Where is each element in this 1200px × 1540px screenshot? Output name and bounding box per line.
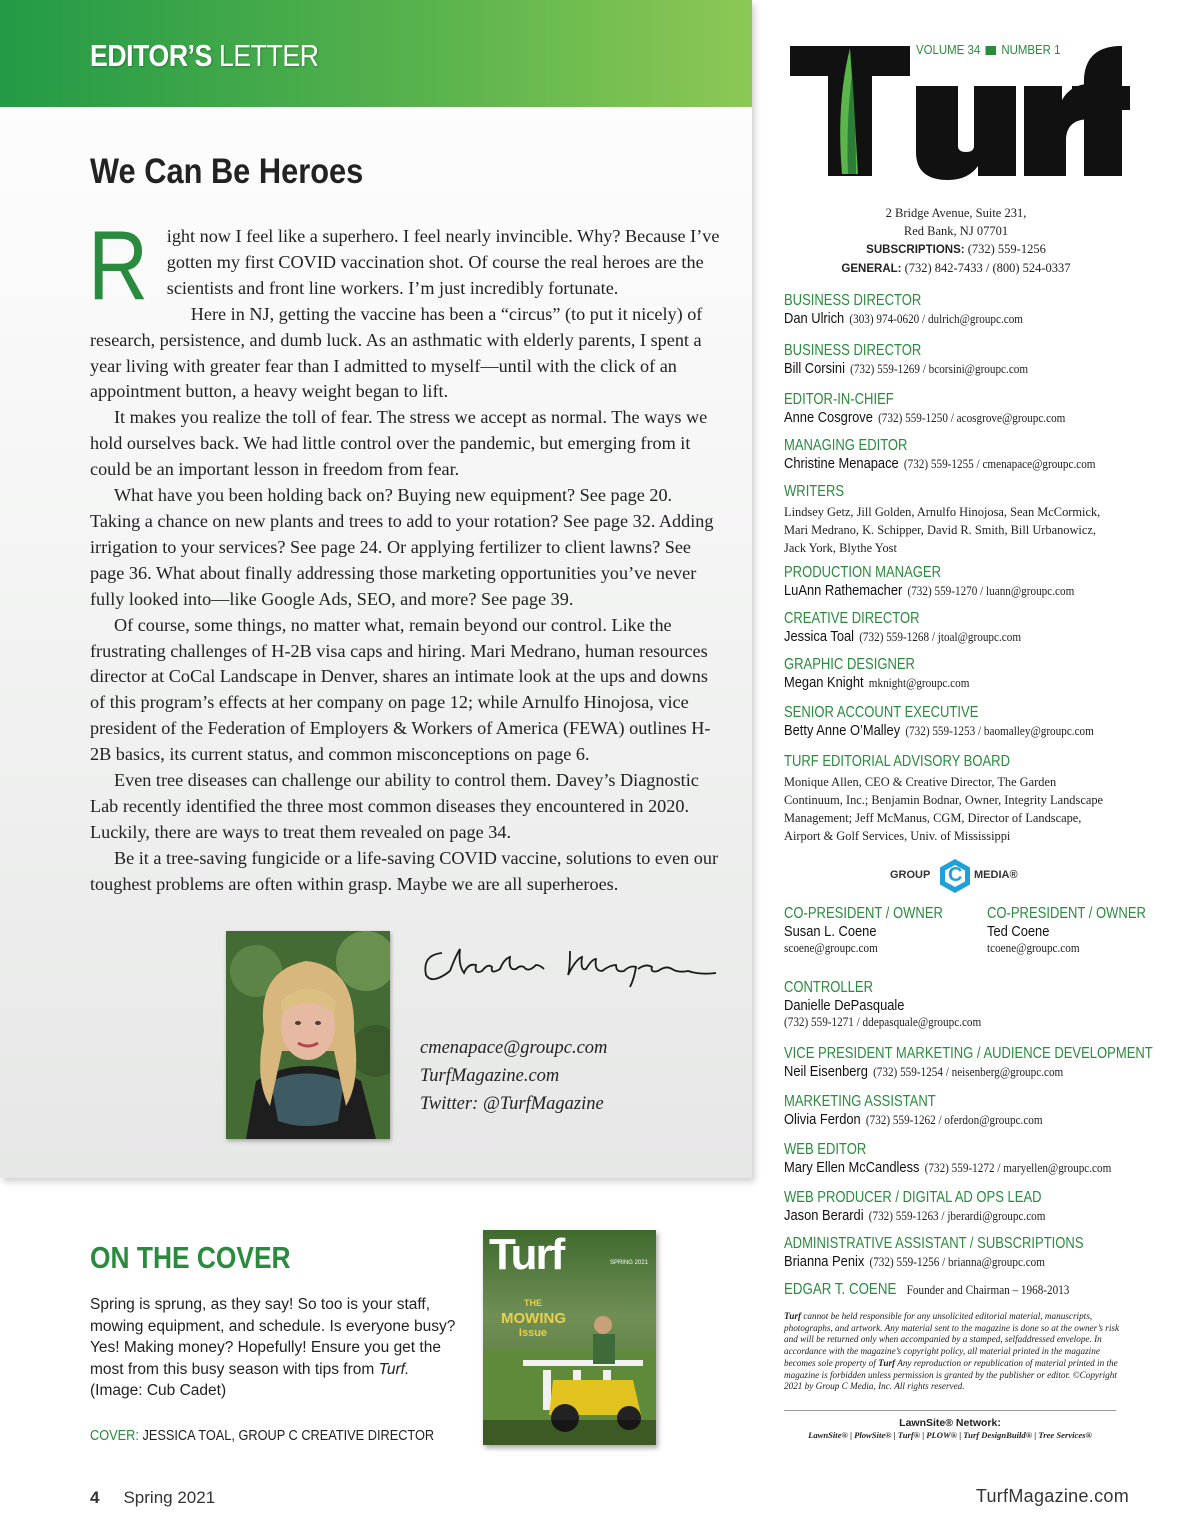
staff-entry: WEB EDITOR Mary Ellen McCandless (732) 559-1272 / maryellen@groupc.com [784,1141,1112,1176]
editor-contact-list [420,1034,607,1118]
drop-cap: R [88,210,149,320]
group-c-media-logo: GROUP C MEDIA® [890,858,1025,894]
staff-entry-advisory-board: TURF EDITORIAL ADVISORY BOARD Monique Allen, CEO & Creative Director, The Garden Continuum, Inc.; Benjamin Bodnar, Owner, Integrity Landscape Management; Jeff McManus, CGM, Director of Landscape, Airport & Golf Services, Univ. of Mississippi [784,753,1104,843]
staff-entry: ADMINISTRATIVE ASSISTANT / SUBSCRIPTIONS Brianna Penix (732) 559-1256 / brianna@groupc.com [784,1235,1084,1270]
cover-thumbnail[interactable] [483,1230,656,1445]
on-the-cover-heading: ON THE COVER [90,1240,291,1275]
issue-date: Spring 2021 [123,1488,216,1507]
cover-thumbnail-logo: Turf [489,1230,564,1279]
network-title: LawnSite® Network: [899,1417,1001,1429]
staff-entry: MARKETING ASSISTANT Olivia Ferdon (732) 559-1262 / oferdon@groupc.com [784,1093,1043,1128]
paragraph-2: Here in NJ, getting the vaccine has been a “circus” (to put it nicely) of research, persistence, and dumb luck. As an asthmatic with elderly parents, I spent a year living with greater fear than I admitted to myself—until with the click of an appointment button, a heavy weight began to lift. [90,303,703,402]
registered-mark: ® [1100,152,1117,177]
paragraph-5: Of course, some things, no matter what, remain beyond our control. Like the frustrating challenges of H-2B visa caps and hiring. Mari Medrano, human resources director at CoCal Landscape in Denver, shares an intimate look at the ups and downs of this program’s effects at her company on page 12; while Arnulfo Hinojosa, vice president of the Federation of Employers & Workers of America (FEWA) outlines H-2B basics, its current status, and common misconceptions on page 6. [90,614,711,765]
paragraph-3: It makes you realize the toll of fear. The stress we accept as normal. The ways we hold ourselves back. We had little control over the pandemic, but emerging from it could be an important lesson in freedom from fear. [90,407,708,480]
founder-entry: EDGAR T. COENE Founder and Chairman – 1968-2013 [784,1281,1070,1298]
page-number: 4 [90,1488,100,1507]
cover-thumbnail-season: SPRING 2021 [609,1260,648,1266]
article-headline: We Can Be Heroes [90,152,364,191]
editors-letter-panel [0,0,752,1178]
staff-entry: WEB PRODUCER / DIGITAL AD OPS LEAD Jason Berardi (732) 559-1263 / jberardi@groupc.com [784,1189,1046,1224]
article-body [88,210,720,898]
paragraph-6: Even tree diseases can challenge our ability to control them. Davey’s Diagnostic Lab recently identified the three most common diseases they encountered in 2020. Luckily, there are ways to treat them revealed on page 34. [90,770,699,842]
network-links[interactable]: LawnSite® | PlowSite® | Turf® | PLOW® | Turf DesignBuild® | Tree Services® [808,1430,1092,1440]
paragraph-1: R ight now I feel like a superhero. I feel nearly invincible. Why? Because I’ve gotten my first COVID vaccination shot. Of course the real heroes are the scientists and front line workers. I’m just incredibly fortunate. [88,210,720,320]
staff-entry-writers: WRITERS Lindsey Getz, Jill Golden, Arnulfo Hinojosa, Sean McCormick, Mari Medrano, K. Schipper, David R. Smith, Bill Urbanowicz, Jack York, Blythe Yost [784,483,1101,555]
staff-entry: PRODUCTION MANAGER LuAnn Rathemacher (732) 559-1270 / luann@groupc.com [784,564,1075,599]
cover-thumbnail-issue-title: THE MOWING Issue [501,1298,566,1339]
footer-website[interactable]: TurfMagazine.com [975,1486,1129,1506]
editor-twitter[interactable]: Twitter: @TurfMagazine [420,1094,604,1114]
paragraph-7: Be it a tree-saving fungicide or a life-saving COVID vaccine, solutions to even our toughest problems are often within grasp. Maybe we are all superheroes. [90,847,719,894]
editor-signature [420,935,720,995]
staff-entry: CREATIVE DIRECTOR Jessica Toal (732) 559-1268 / jtoal@groupc.com [784,610,1022,645]
staff-entry: GRAPHIC DESIGNER Megan Knight mknight@groupc.com [784,656,970,691]
staff-entry: MANAGING EDITOR Christine Menapace (732) 559-1255 / cmenapace@groupc.com [784,437,1096,472]
divider-square-icon [986,46,997,55]
staff-entry: EDITOR-IN-CHIEF Anne Cosgrove (732) 559-1250 / acosgrove@groupc.com [784,391,1066,426]
staff-entry: VICE PRESIDENT MARKETING / AUDIENCE DEVELOPMENT Neil Eisenberg (732) 559-1254 / neisenberg@groupc.com [784,1045,1153,1080]
staff-entry: SENIOR ACCOUNT EXECUTIVE Betty Anne O’Malley (732) 559-1253 / baomalley@groupc.com [784,704,1094,739]
staff-entry: BUSINESS DIRECTOR Dan Ulrich (303) 974-0620 / dulrich@groupc.com [784,292,1023,327]
controller-entry: CONTROLLER Danielle DePasquale (732) 559-1271 / ddepasquale@groupc.com [784,979,982,1029]
cover-credit: COVER: JESSICA TOAL, GROUP C CREATIVE DIRECTOR [90,1428,435,1444]
section-header-banner [0,0,752,107]
cover-description: Spring is sprung, as they say! So too is your staff, mowing equipment, and schedule. Is everyone busy? Yes! Making money? Hopefully! Ensure you get the most from this busy season with tips from Turf. (Image: Cub Cadet) [90,1296,456,1400]
co-president-entry: CO-PRESIDENT / OWNER Ted Coene tcoene@groupc.com [987,905,1146,955]
editor-portrait-photo [226,931,390,1139]
divider [784,1410,1116,1411]
editor-website[interactable]: TurfMagazine.com [420,1066,560,1086]
paragraph-4: What have you been holding back on? Buying new equipment? See page 20. Taking a chance on new plants and trees to add to your rotation? See page 32. Adding irrigation to your services? See page 24. Or applying fertilizer to client lawns? See page 36. What about finally addressing those marketing opportunities you’ve never fully looked into—like Google Ads, SEO, and more? See page 39. [90,485,714,609]
publisher-address: 2 Bridge Avenue, Suite 231, Red Bank, NJ 07701 SUBSCRIPTIONS: (732) 559-1256 GENERAL: (732) 842-7433 / (800) 524-0337 [841,206,1071,275]
section-title: EDITOR’S LETTER [90,38,319,73]
volume-number: VOLUME 34 NUMBER 1 [916,42,1061,57]
staff-entry: BUSINESS DIRECTOR Bill Corsini (732) 559-1269 / bcorsini@groupc.com [784,342,1029,377]
page-footer-left [90,1488,215,1508]
co-president-entry: CO-PRESIDENT / OWNER Susan L. Coene scoene@groupc.com [784,905,943,955]
editor-email[interactable]: cmenapace@groupc.com [420,1038,608,1058]
legal-disclaimer: Turf cannot be held responsible for any unsolicited editorial material, manuscripts, photographs, and artwork. Any material sent to the magazine is done so at the owner’s risk and will be returned only when accompanied by a stamped, selfaddressed envelope. In accordance with the magazine’s copyright policy, all material printed in the magazine becomes sole property of Turf Any reproduction or republication of material printed in the magazine is forbidden unless permission is granted by the publisher or editor. ©Copyright 2021 by Group C Media, Inc. All rights reserved. [784,1311,1120,1392]
